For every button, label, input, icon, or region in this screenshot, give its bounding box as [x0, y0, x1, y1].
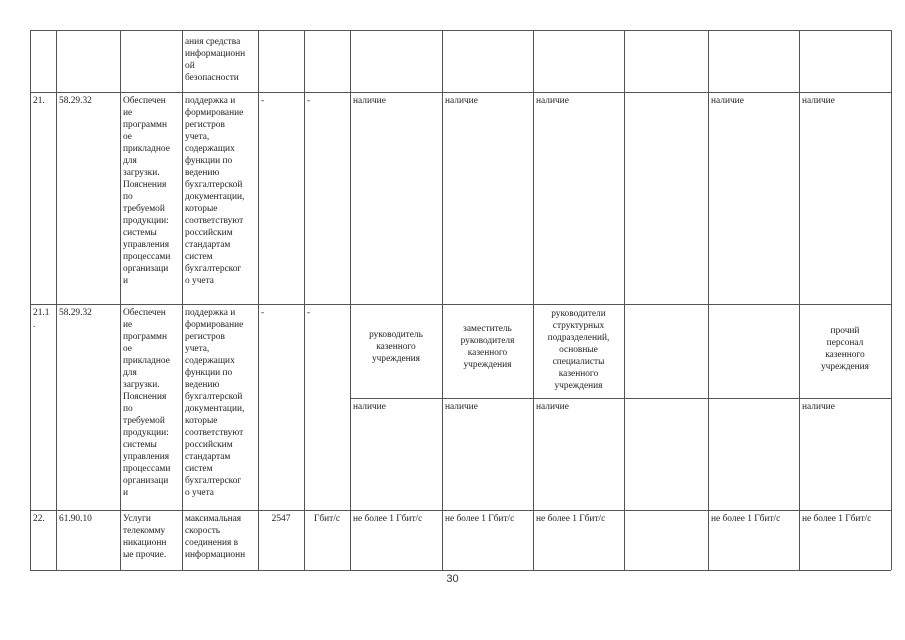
table-cell-characteristic: максимальная скорость соединения в информационн: [185, 514, 246, 560]
table-cell-unit: -: [307, 308, 311, 318]
table-border-bottom: [30, 570, 891, 571]
page-number: 30: [446, 573, 459, 585]
table-cell-number: 21.: [33, 96, 45, 106]
table-cell-value: наличие: [445, 96, 478, 106]
table-cell-code: 58.29.32: [59, 96, 92, 106]
table-cell-position-head: заместитель руководителя казенного учреждения: [460, 324, 515, 370]
table-cell-number: 22.: [33, 514, 45, 524]
table-cell-characteristic: поддержка и формирование регистров учета, содержащих функции по ведению бухгалтерской документации, которые соответствуют российским стандартам систем бухгалтерског о учета: [185, 96, 245, 286]
table-cell-value: [624, 92, 708, 304]
table-cell-number: 21.1 .: [33, 308, 50, 330]
table-cell-okei-code: -: [261, 308, 265, 318]
table-cell-name: Услуги телекомму никационн ые прочие.: [123, 514, 167, 560]
table-cell-value: наличие: [536, 96, 569, 106]
table-cell-value: [624, 510, 708, 570]
table-cell-okei-code: 2547: [271, 514, 291, 524]
table-cell-value: не более 1 Гбит/с: [445, 514, 515, 524]
table-cell-unit: Гбит/с: [313, 514, 341, 524]
column-divider: [891, 30, 892, 570]
table-cell-okei-code: -: [261, 96, 265, 106]
table-cell-value: наличие: [445, 402, 478, 412]
table-border-top: [30, 30, 891, 31]
table-cell-value: наличие: [353, 96, 386, 106]
table-cell-value: наличие: [711, 96, 744, 106]
table-cell-name: Обеспечен ие программн ое прикладное для загрузки. Пояснения по требуемой продукции: системы управления процессами организаци и: [123, 308, 171, 498]
table-cell-position-head: прочий персонал казенного учреждения: [820, 326, 869, 372]
table-cell-value: наличие: [802, 96, 835, 106]
table-cell-value: не более 1 Гбит/с: [802, 514, 872, 524]
table-cell-characteristic-fragment: ания средства информационн ой безопасности: [185, 37, 246, 83]
table-cell-code: 61.90.10: [59, 514, 92, 524]
table-cell-code: 58.29.32: [59, 308, 92, 318]
table-cell-value: наличие: [536, 402, 569, 412]
table-cell-position-head: руководители структурных подразделений, основные специалисты казенного учреждения: [547, 309, 610, 391]
table-cell-value: наличие: [353, 402, 386, 412]
table-cell-value: наличие: [802, 402, 835, 412]
table-cell-value: не более 1 Гбит/с: [536, 514, 606, 524]
table-cell-unit: -: [307, 96, 311, 106]
table-cell-characteristic: поддержка и формирование регистров учета, содержащих функции по ведению бухгалтерской документации, которые соответствуют российским стандартам систем бухгалтерског о учета: [185, 308, 245, 498]
table-cell-name: Обеспечен ие программн ое прикладное для загрузки. Пояснения по требуемой продукции: системы управления процессами организаци и: [123, 96, 171, 286]
table-cell-position-head: руководитель казенного учреждения: [369, 330, 423, 364]
table-cell-value: не более 1 Гбит/с: [711, 514, 781, 524]
table-cell-value: не более 1 Гбит/с: [353, 514, 423, 524]
